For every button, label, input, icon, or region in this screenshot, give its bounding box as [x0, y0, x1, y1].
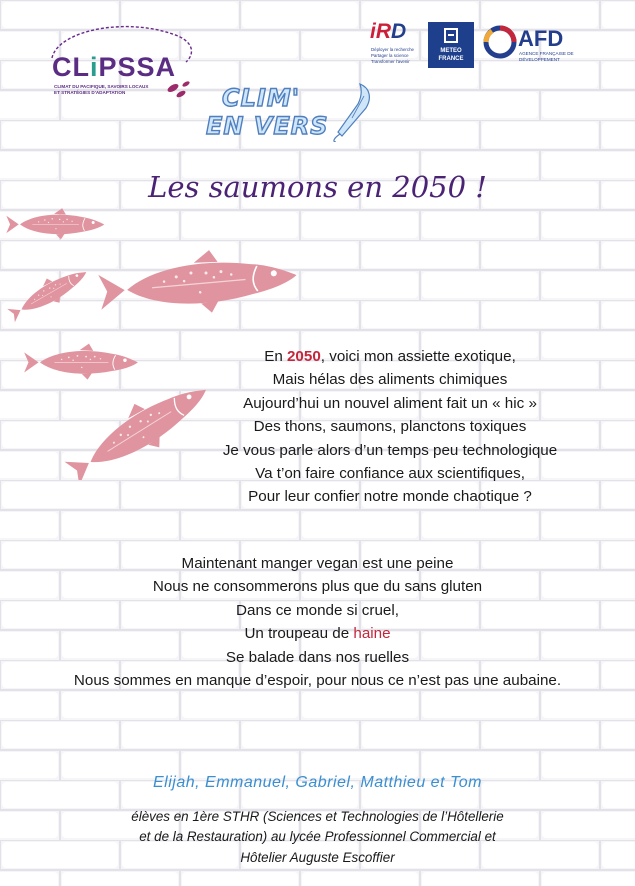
ird-logo [370, 20, 424, 68]
meteo-line-2: FRANCE [438, 56, 464, 62]
clipssa-logo [48, 22, 198, 112]
poem-line: Nous ne consommerons plus que du sans gluten [152, 578, 483, 596]
ird-tagline-2: Partager la science [371, 53, 409, 58]
poem-line: En 2050, voici mon assiette exotique, [264, 348, 516, 365]
salmon-2 [97, 243, 299, 322]
credit-line: élèves en 1ère STHR (Sciences et Technologies de l’Hôtellerie [131, 809, 504, 824]
poem-line: Pour leur confier notre monde chaotique ? [248, 488, 532, 506]
authors-line: Elijah, Emmanuel, Gabriel, Matthieu et Tom [153, 774, 482, 791]
ird-tagline-1: Déployer la recherche [371, 47, 414, 52]
ird-wordmark: iRD [370, 20, 407, 43]
poem-title: Les saumons en 2050 ! [148, 170, 487, 204]
salmon-4 [24, 344, 138, 380]
afd-subtitle: AGENCE FRANÇAISE DE DÉVELOPPEMENT [519, 51, 574, 62]
ird-tagline-3: Transformer l'avenir [371, 59, 410, 64]
poem-stanza-2 [20, 552, 615, 692]
poem-line: Va t’on faire confiance aux scientifiques, [255, 465, 525, 483]
authors-credit [0, 807, 635, 868]
poem-line: Maintenant manger vegan est une peine [181, 555, 454, 572]
clim-en-vers-line-2: EN VERS [206, 112, 329, 140]
poem-line: Des thons, saumons, planctons toxiques [253, 418, 527, 436]
poem-line: Dans ce monde si cruel, [236, 601, 399, 619]
credit-line: et de la Restauration) au lycée Professionnel Commercial et [139, 829, 496, 845]
poem-line: Mais hélas des aliments chimiques [272, 371, 508, 389]
clipssa-wordmark: CLiPSSA [52, 52, 177, 82]
afd-ring-icon [482, 24, 518, 60]
afd-wordmark: AFD [518, 26, 564, 51]
clim-en-vers-line-1: CLIM' [222, 84, 301, 112]
poem-line: Un troupeau de haine [244, 625, 391, 643]
credit-line: Hôtelier Auguste Escoffier [240, 849, 395, 865]
salmon-3 [4, 260, 93, 327]
pen-feather-icon [330, 82, 380, 142]
clipssa-subtitle: CLIMAT DU PACIFIQUE, SAVOIRS LOCAUX ET STRATÉGIES D'ADAPTATION [54, 84, 149, 95]
poem-line: Aujourd’hui un nouvel aliment fait un « hic » [243, 394, 537, 412]
meteo-emblem-icon [428, 24, 474, 48]
year-highlight: 2050 [286, 348, 321, 365]
haine-highlight: haine [353, 625, 391, 643]
poem-line: Nous sommes en manque d’espoir, pour nous ce n’est pas une aubaine. [73, 672, 562, 690]
poem-line: Se balade dans nos ruelles [225, 648, 410, 666]
salmon-1 [6, 208, 104, 239]
poem-stanza-1 [180, 345, 600, 509]
clim-en-vers-logo [200, 82, 380, 152]
poem-line: Je vous parle alors d’un temps peu technologique [222, 441, 558, 459]
meteo-line-1: METEO [440, 48, 462, 54]
meteo-france-logo [428, 22, 474, 68]
